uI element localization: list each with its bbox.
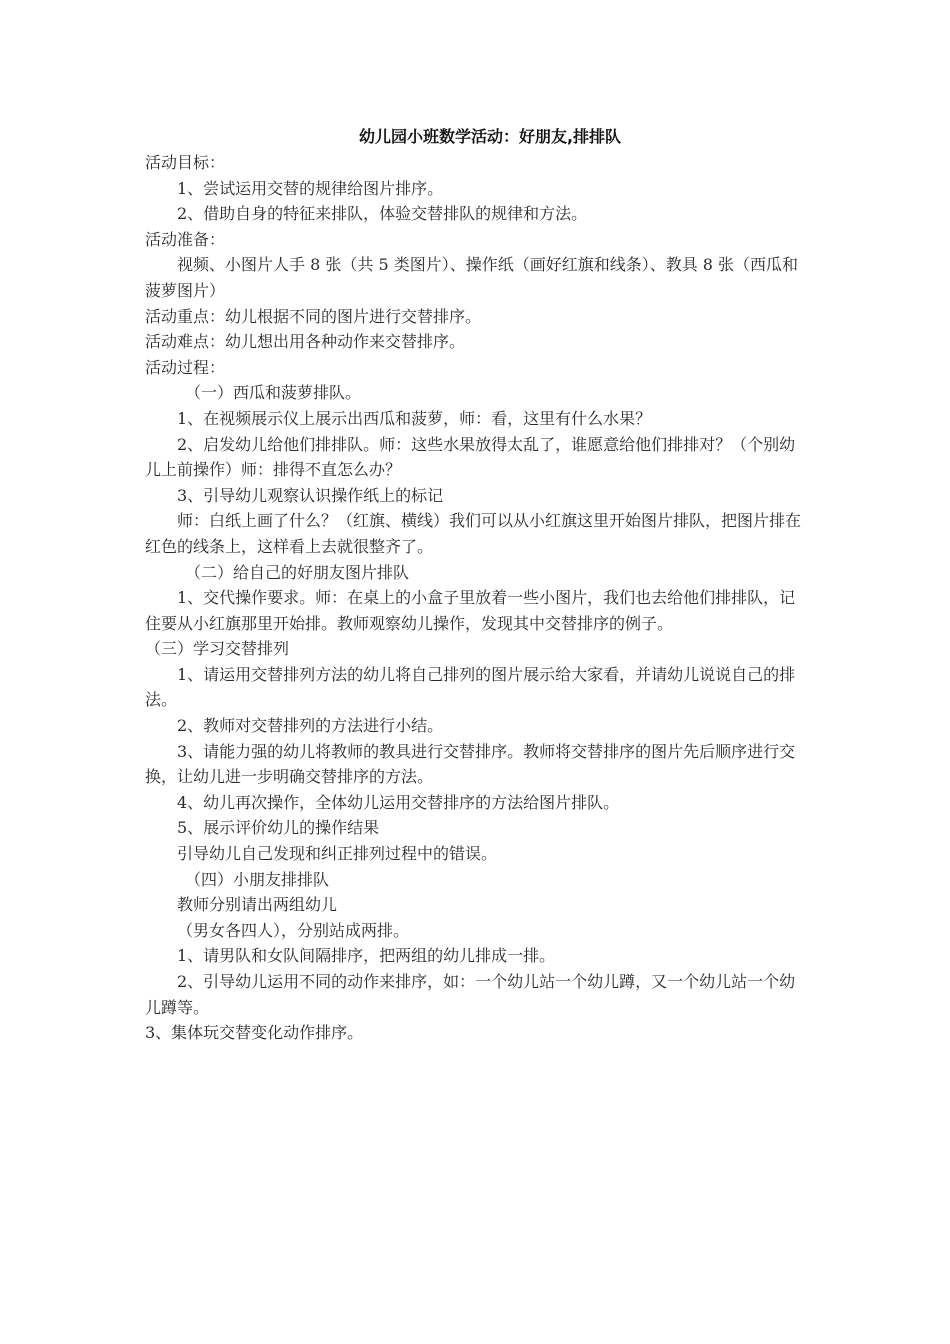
paragraph: 1、在视频展示仪上展示出西瓜和菠萝，师：看，这里有什么水果？: [177, 408, 652, 428]
paragraph: （四）小朋友排排队: [185, 869, 330, 889]
paragraph: （男女各四人），分别站成两排。: [177, 920, 410, 940]
paragraph: 教师分别请出两组幼儿: [177, 895, 338, 915]
paragraph: 师：白纸上画了什么？（红旗、横线）我们可以从小红旗这里开始图片排队，把图片排在红色的线条上，这样看上去就很整齐了。: [145, 511, 802, 556]
paragraph: （二）给自己的好朋友图片排队: [185, 562, 410, 582]
paragraph: 3、集体玩交替变化动作排序。: [145, 1023, 364, 1043]
paragraph: 引导幼儿自己发现和纠正排列过程中的错误。: [177, 844, 498, 864]
document-page: [145, 124, 805, 1046]
paragraph: 活动过程：: [145, 357, 226, 377]
paragraph: 活动准备：: [145, 229, 226, 249]
paragraph: 1、交代操作要求。师：在桌上的小盒子里放着一些小图片，我们也去给他们排排队，记住要从小红旗那里开始排。教师观察幼儿操作，发现其中交替排序的例子。: [145, 588, 796, 633]
paragraph: 5、展示评价幼儿的操作结果: [177, 818, 380, 838]
paragraph: 活动目标：: [145, 153, 226, 172]
paragraph: 1、请运用交替排列方法的幼儿将自己排列的图片展示给大家看，并请幼儿说说自己的排法。: [145, 664, 796, 710]
document-body: [145, 150, 805, 1046]
paragraph: 活动重点：幼儿根据不同的图片进行交替排序。: [145, 306, 482, 326]
paragraph: 2、教师对交替排列的方法进行小结。: [177, 716, 444, 736]
paragraph: 视频、小图片人手 8 张（共 5 类图片）、操作纸（画好红旗和线条）、教具 8 张（西瓜和菠萝图片）: [145, 255, 799, 300]
paragraph: 1、请男队和女队间隔排序，把两组的幼儿排成一排。: [177, 946, 556, 966]
paragraph: 3、引导幼儿观察认识操作纸上的标记: [177, 485, 444, 505]
paragraph: 2、引导幼儿运用不同的动作来排序，如：一个幼儿站一个幼儿蹲，又一个幼儿站一个幼儿蹲等。: [145, 972, 796, 1017]
paragraph: 活动难点：幼儿想出用各种动作来交替排序。: [145, 332, 466, 352]
document-title: 幼儿园小班数学活动：好朋友,排排队: [358, 127, 622, 146]
paragraph: 2、借助自身的特征来排队，体验交替排队的规律和方法。: [177, 204, 588, 224]
paragraph: 2、启发幼儿给他们排排队。师：这些水果放得太乱了，谁愿意给他们排排对？（个别幼儿上前操作）师：排得不直怎么办？: [145, 434, 796, 480]
paragraph: 1、尝试运用交替的规律给图片排序。: [177, 178, 444, 198]
paragraph: （三）学习交替排列: [145, 639, 290, 659]
paragraph: 4、幼儿再次操作，全体幼儿运用交替排序的方法给图片排队。: [177, 792, 620, 812]
paragraph: （一）西瓜和菠萝排队。: [185, 383, 362, 403]
paragraph: 3、请能力强的幼儿将教师的教具进行交替排序。教师将交替排序的图片先后顺序进行交换，让幼儿进一步明确交替排序的方法。: [145, 741, 796, 787]
